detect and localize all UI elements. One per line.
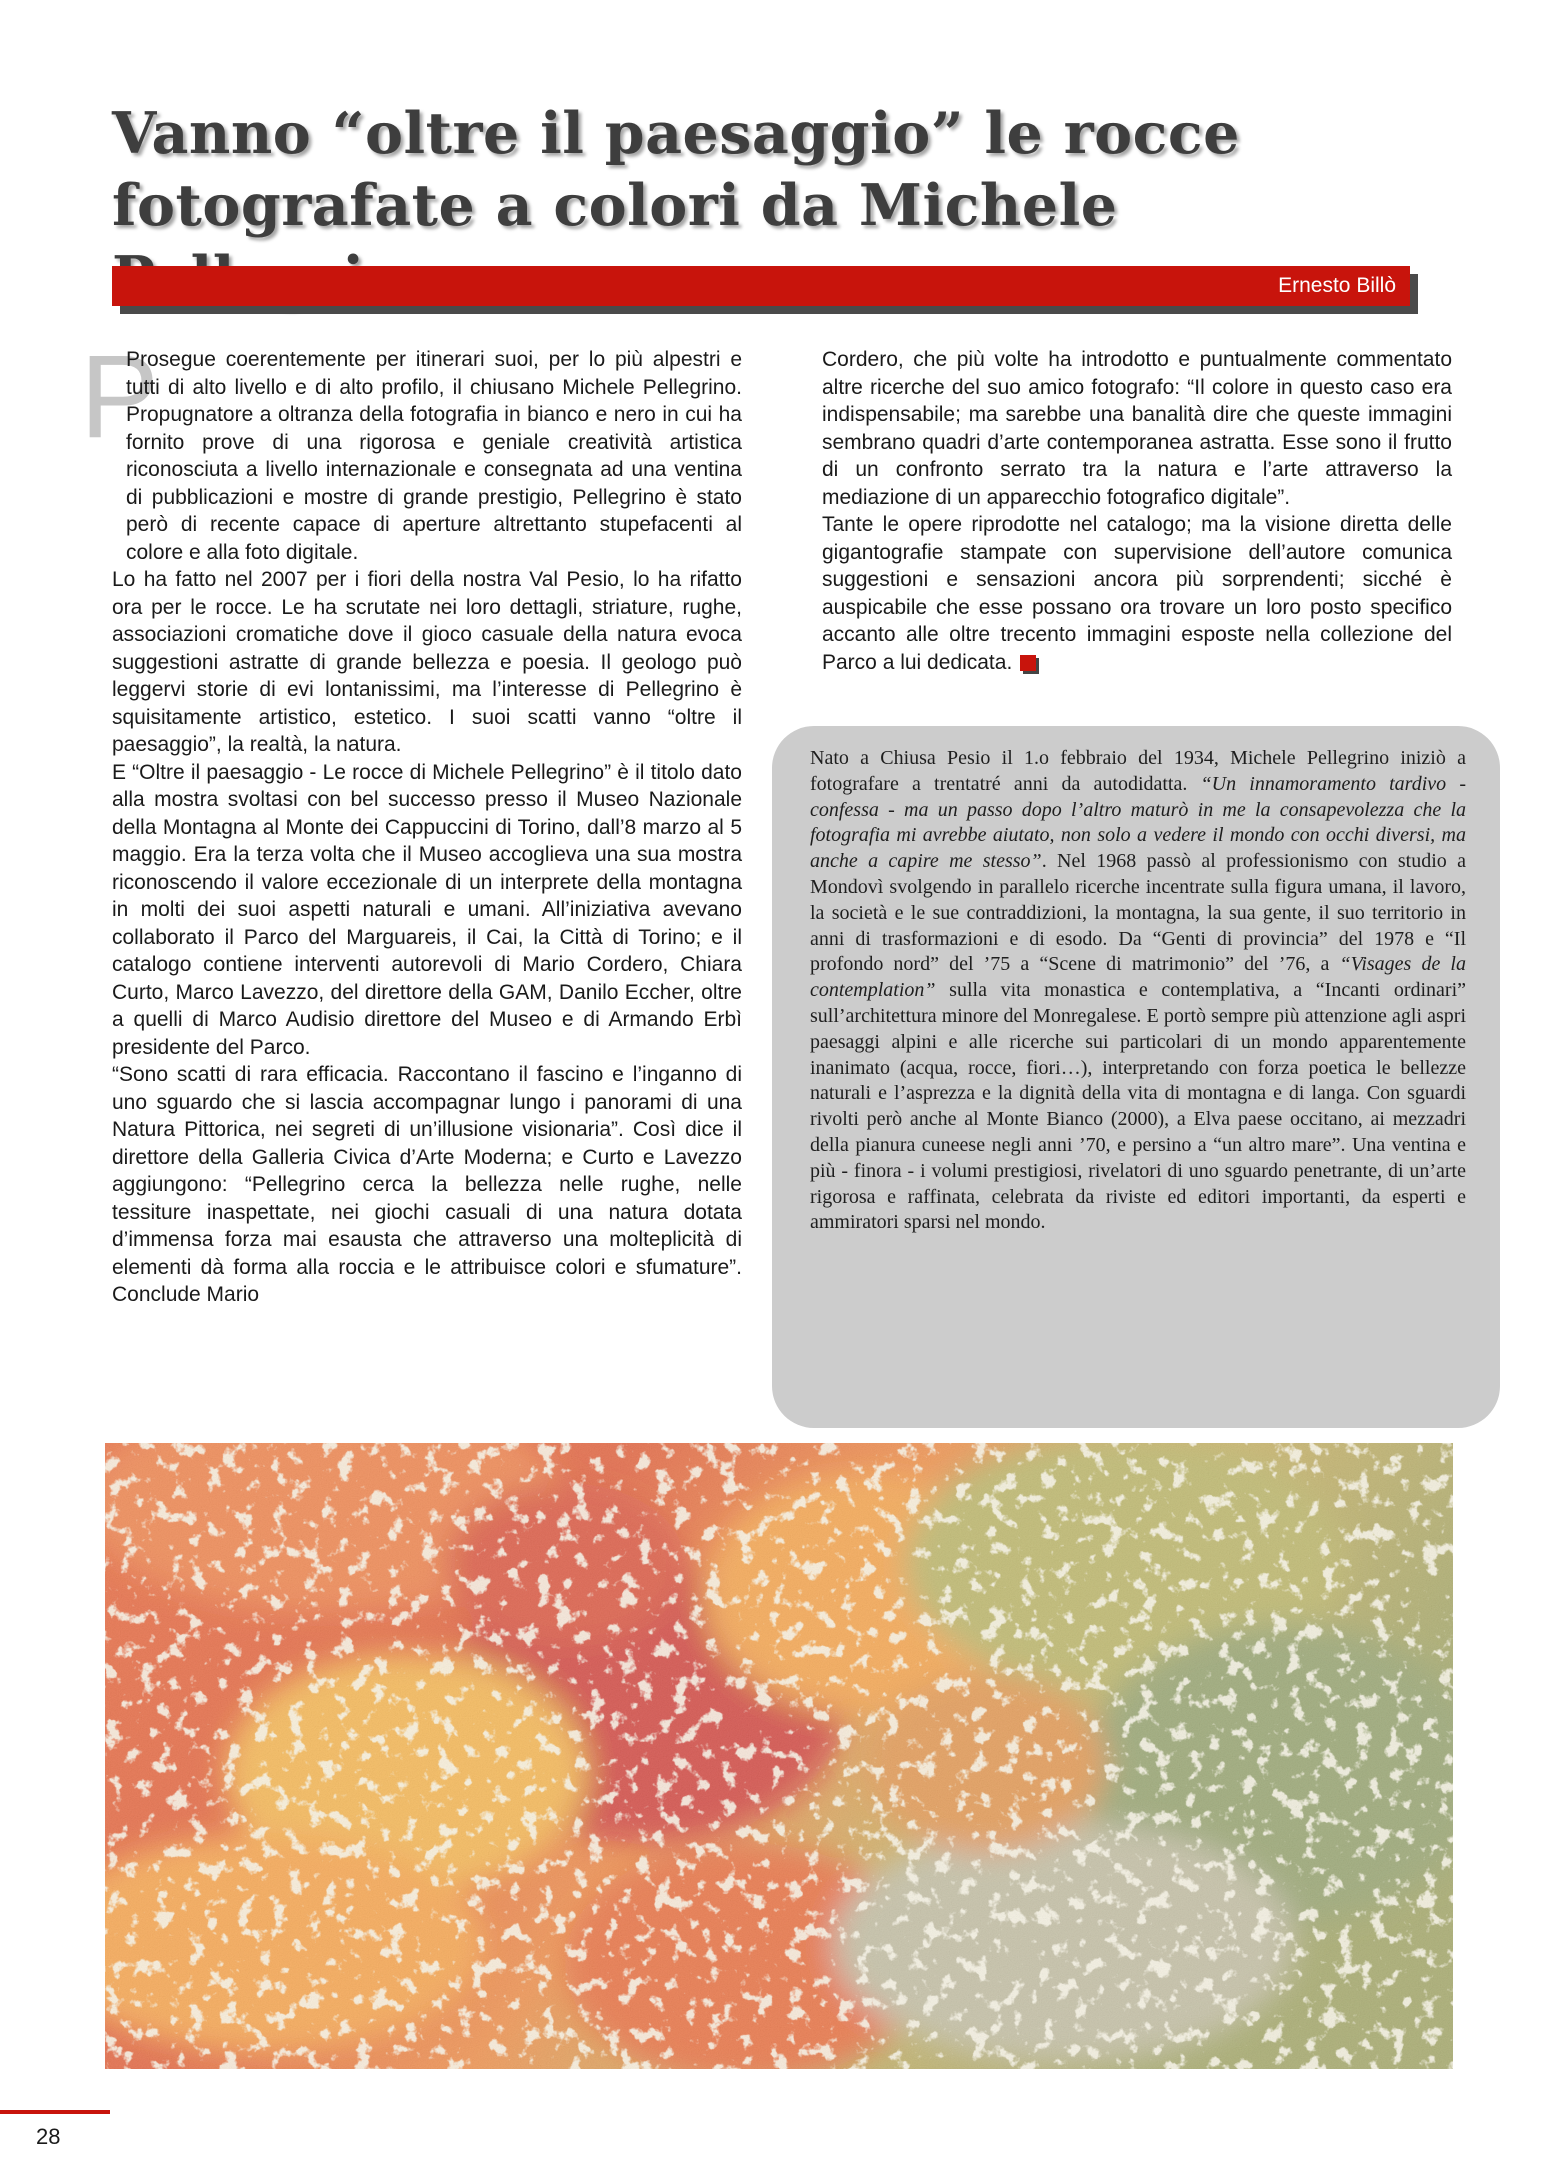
article-title-line-1: Vanno “oltre il paesaggio” le rocce [112,100,1240,167]
byline-bar [112,266,1410,306]
right-column [822,346,1452,676]
bio-text-segment: . Nel 1968 passò al professionismo con studio a Mondovì svolgendo in parallelo ricerche incentrate sulla figura umana, il lavoro, la società e le sue contraddizioni, la montagna, la sua gente, il suo territorio in anni di trasformazioni e di esodo. Da “Genti di provincia” del 1978 e “Il profondo nord” del ’75 a “Scene di matrimonio” del ’76, a [810,850,1466,976]
bio-quote: “Un innamoramento tardivo - confessa - ma un passo dopo l’altro maturò in me la consapevolezza che la fotografia mi avrebbe aiutato, non solo a vedere il mondo con occhi diversi, ma anche a capire me stesso” [810,772,1466,873]
paragraph: Cordero, che più volte ha introdotto e puntualmente commentato altre ricerche del suo amico fotografo: “Il colore in questo caso era indispensabile; ma sarebbe una banalità dire che queste immagini sembrano quadri d’arte contemporanea astratta. Esse sono il frutto di un confronto serrato tra la natura e l’arte attraverso la mediazione di un apparecchio fotografico digitale”. [822,348,1452,509]
paragraph: E “Oltre il paesaggio - Le rocce di Michele Pellegrino” è il titolo dato alla mostra svoltasi con bel successo presso il Museo Nazionale della Montagna al Monte dei Cappuccini di Torino, dall’8 marzo al 5 maggio. Era la terza volta che il Museo accoglieva una sua mostra riconoscendo il valore eccezionale di un interprete della montagna in molti dei suoi aspetti naturali e umani. All’iniziativa avevano collaborato il Parco del Marguareis, il Cai, la Città di Torino; e il catalogo contiene interventi autorevoli di Mario Cordero, Chiara Curto, Marco Lavezzo, del direttore della GAM, Danilo Eccher, oltre a quelli di Marco Audisio direttore del Museo e di Armando Erbì presidente del Parco. [112,760,742,1059]
left-column [112,346,742,1309]
bio-book-title: “Visages de la contemplation” [810,953,1466,1002]
paragraph [822,511,1452,676]
bio-text-segment: Nato a Chiusa Pesio il 1.o febbraio del 1934, Michele Pellegrino iniziò a fotografare a trentatré anni da autodidatta. [810,747,1466,795]
end-of-article-mark [1020,655,1036,671]
page-number: 28 [36,2124,61,2149]
rock-photograph [105,1443,1453,2069]
biography-text [810,746,1466,1236]
drop-cap: P [80,331,159,463]
page-number-rule [0,2110,110,2114]
biography-box [772,726,1500,1428]
article-title-line-2: fotografate a colori da Michele [112,172,1118,239]
paragraph: “Sono scatti di rara efficacia. Raccontano il fascino e l’inganno di uno sguardo che si lascia accompagnar lungo i panorami di una Natura Pittorica, nei segreti di un’illusione visionaria”. Così dice il direttore della Galleria Civica d’Arte Moderna; e Curto e Lavezzo aggiungono: “Pellegrino cerca la bellezza nelle rughe, nelle tessiture inaspettate, nei giochi casuali di una natura dotata d’immensa forza mai esausta che attraverso una molteplicità di elementi dà forma alla roccia e le attribuisce colori e sfumature”. Conclude Mario [112,1063,742,1306]
paragraph: Lo ha fatto nel 2007 per i fiori della nostra Val Pesio, lo ha rifatto ora per le rocce. Le ha scrutate nei loro dettagli, striature, rughe, associazioni cromatiche dove il gioco casuale della natura evoca suggestioni astratte di grande bellezza e poesia. Il geologo può leggervi storie di evi lontanissimi, ma l’interesse di Pellegrino è squisitamente artistico, estetico. I suoi scatti vanno “oltre il paesaggio”, la realtà, la natura. [112,568,742,756]
author-name: Ernesto Billò [1278,274,1396,297]
bio-text-segment: sulla vita monastica e contemplativa, a “Incanti ordinari” sull’architettura minore del Monregalese. E portò sempre più attenzione agli aspri paesaggi alpini e alle ricerche sui particolari di un mondo apparentemente inanimato (acqua, rocce, fiori…), interpretando con forza poetica le bellezze naturali e l’asprezza e la dignità della vita di montagna e di langa. Con sguardi rivolti però anche al Monte Bianco (2000), a Elva paese occitano, ai mezzadri della pianura cuneese negli anni ’70, e persino a “un altro mare”. Una ventina e più - finora - i volumi prestigiosi, rivelatori di uno sguardo penetrante, di un’arte rigorosa e raffinata, celebrata da riviste ed editori importanti, da esperti e ammiratori sparsi nel mondo. [810,979,1466,1234]
paragraph-text: Tante le opere riprodotte nel catalogo; ma la visione diretta delle gigantografie stampate con supervisione dell’autore comunica suggestioni e sensazioni ancora più sorprendenti; sicché è auspicabile che esse possano ora trovare un loro posto specifico accanto alle oltre trecento immagini esposte nella collezione del Parco a lui dedicata. [822,513,1452,674]
paragraph: Prosegue coerentemente per itinerari suoi, per lo più alpestri e tutti di alto livello e di alto profilo, il chiusano Michele Pellegrino. Propugnatore a oltranza della fotografia in bianco e nero in cui ha fornito prove di una rigorosa e geniale creatività artistica riconosciuta a livello internazionale e consegnata ad una ventina di pubblicazioni e mostre di grande prestigio, Pellegrino è stato però di recente capace di aperture altrettanto stupefacenti al colore e alla foto digitale. [126,348,742,564]
photo-grain [105,1443,1453,2069]
